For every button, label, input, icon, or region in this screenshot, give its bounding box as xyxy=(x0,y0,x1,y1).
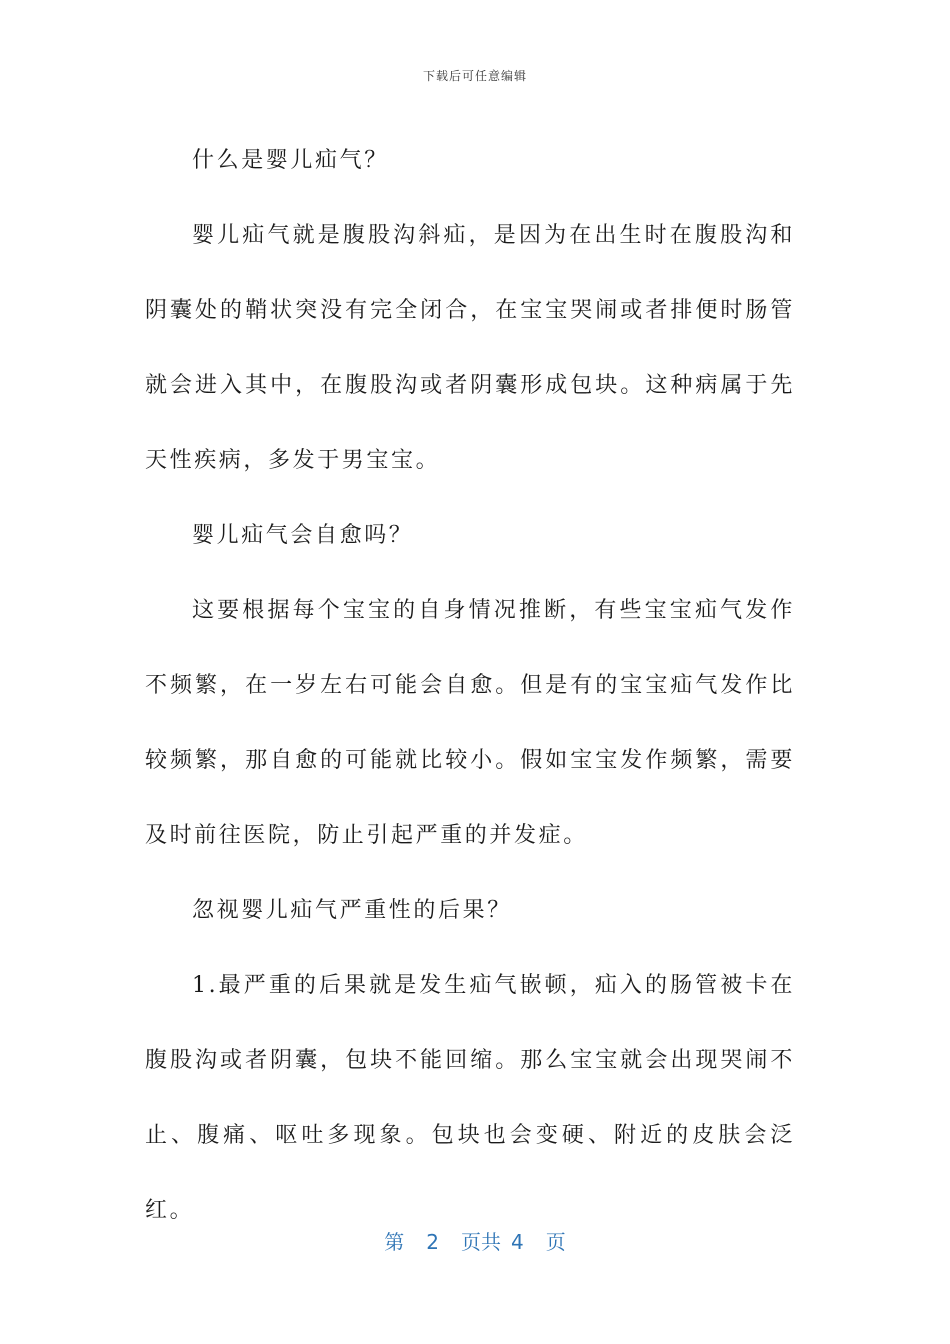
heading-self-healing: 婴儿疝气会自愈吗？ xyxy=(192,523,414,548)
paragraph-consequence-1: 1.最严重的后果就是发生疝气嵌顿，疝入的肠管被卡在腹股沟或者阴囊，包块不能回缩。那么宝宝就会出现哭闹不止、腹痛、呕吐多现象。包块也会变硬、附近的皮肤会泛红。 xyxy=(145,973,795,1223)
paragraph-definition: 婴儿疝气就是腹股沟斜疝，是因为在出生时在腹股沟和阴囊处的鞘状突没有完全闭合，在宝宝哭闹或者排便时肠管就会进入其中，在腹股沟或者阴囊形成包块。这种病属于先天性疾病，多发于男宝宝。 xyxy=(145,223,795,473)
footer-prefix: 第 xyxy=(384,1230,405,1254)
footer-current-page: 2 xyxy=(426,1230,439,1254)
page-number-footer xyxy=(0,1226,950,1255)
document-body xyxy=(145,123,795,1248)
heading-what-is-infant-hernia: 什么是婴儿疝气？ xyxy=(192,148,389,173)
header-note: 下载后可任意编辑 xyxy=(422,69,527,83)
heading-consequences: 忽视婴儿疝气严重性的后果？ xyxy=(192,898,512,923)
footer-total-pages: 4 xyxy=(511,1230,524,1254)
footer-suffix: 页 xyxy=(545,1230,566,1254)
paragraph-self-healing: 这要根据每个宝宝的自身情况推断，有些宝宝疝气发作不频繁，在一岁左右可能会自愈。但是有的宝宝疝气发作比较频繁，那自愈的可能就比较小。假如宝宝发作频繁，需要及时前往医院，防止引起严重的并发症。 xyxy=(145,598,795,848)
footer-middle: 页共 xyxy=(461,1230,501,1254)
